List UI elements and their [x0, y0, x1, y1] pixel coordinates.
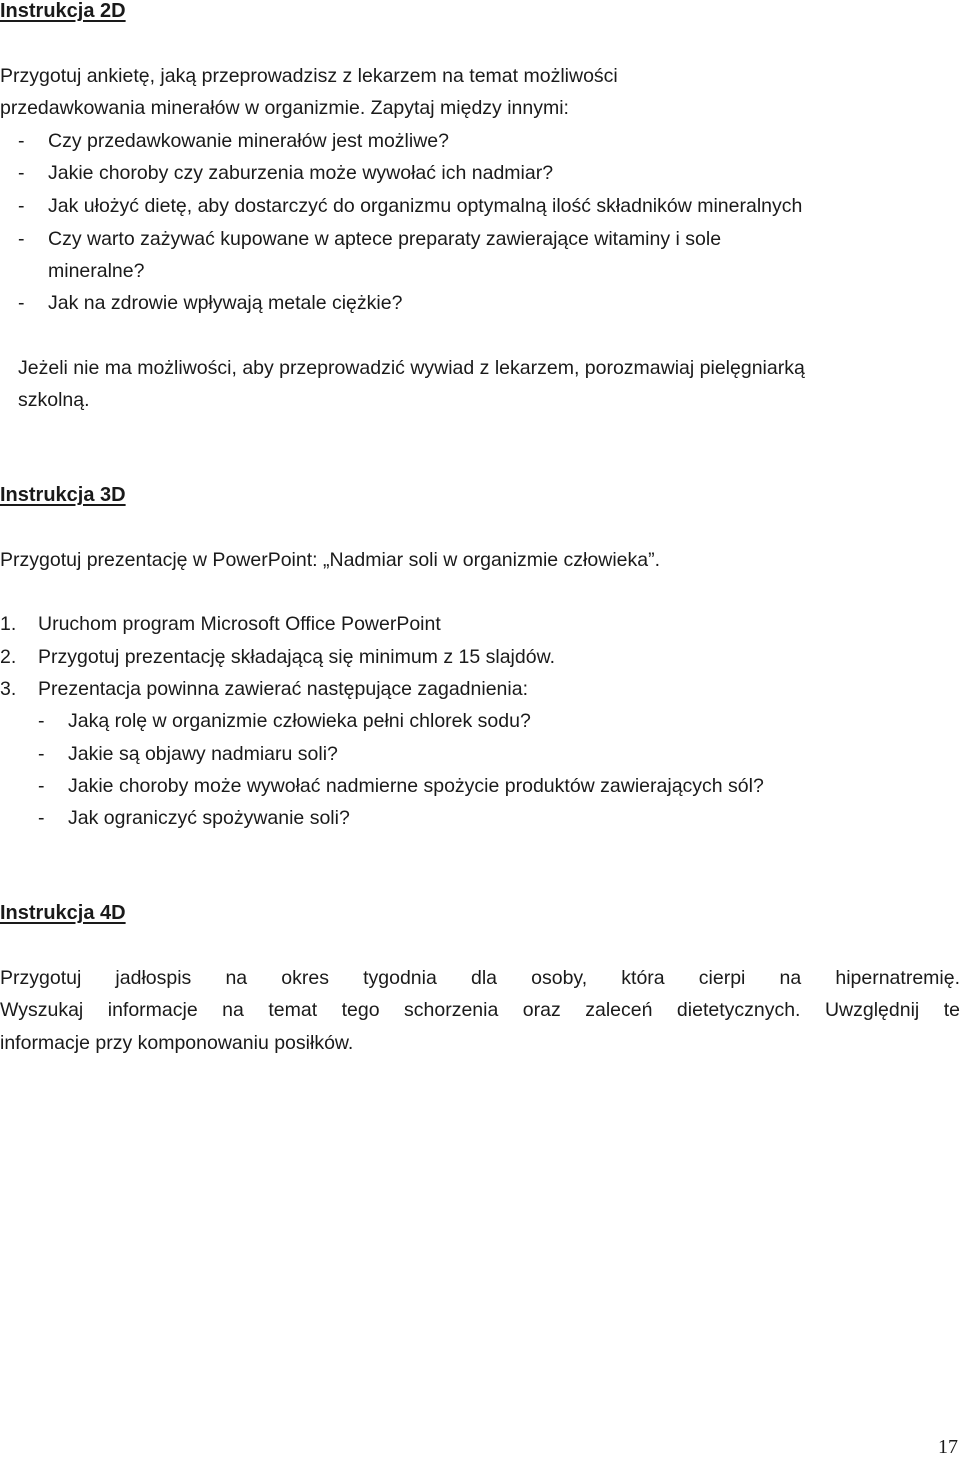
- step-number: 2.: [0, 646, 17, 668]
- bullet-dash: -: [38, 775, 45, 797]
- bullet-dash: -: [38, 807, 45, 829]
- section-2d-note-line-1: Jeżeli nie ma możliwości, aby przeprowadzić wywiad z lekarzem, porozmawiaj pielęgniarką: [18, 357, 805, 379]
- section-4d-line-1: Przygotuj jadłospis na okres tygodnia dla osoby, która cierpi na hipernatremię.: [0, 967, 960, 989]
- bullet-dash: -: [18, 292, 25, 314]
- topic-2: Jakie są objawy nadmiaru soli?: [68, 743, 338, 765]
- section-2d-intro-line-1: Przygotuj ankietę, jaką przeprowadzisz z lekarzem na temat możliwości: [0, 65, 618, 87]
- topic-3: Jakie choroby może wywołać nadmierne spożycie produktów zawierających sól?: [68, 775, 764, 797]
- section-2d-intro-line-2: przedawkowania minerałów w organizmie. Zapytaj między innymi:: [0, 97, 569, 119]
- topic-1: Jaką rolę w organizmie człowieka pełni chlorek sodu?: [68, 710, 531, 732]
- bullet-dash: -: [18, 195, 25, 217]
- bullet-dash: -: [18, 162, 25, 184]
- survey-question-4-continuation: mineralne?: [48, 260, 145, 282]
- page-number: 17: [938, 1436, 958, 1458]
- survey-question-5: Jak na zdrowie wpływają metale ciężkie?: [48, 292, 403, 314]
- survey-question-3: Jak ułożyć dietę, aby dostarczyć do organizmu optymalną ilość składników mineralnych: [48, 195, 803, 217]
- section-3d-intro: Przygotuj prezentację w PowerPoint: „Nadmiar soli w organizmie człowieka”.: [0, 549, 661, 571]
- section-4d-heading: Instrukcja 4D: [0, 902, 126, 924]
- bullet-dash: -: [18, 228, 25, 250]
- section-4d-line-3: informacje przy komponowaniu posiłków.: [0, 1032, 354, 1054]
- bullet-dash: -: [18, 130, 25, 152]
- step-number: 3.: [0, 678, 17, 700]
- step-3-text: Prezentacja powinna zawierać następujące zagadnienia:: [38, 678, 528, 700]
- step-1-text: Uruchom program Microsoft Office PowerPoint: [38, 613, 441, 635]
- section-3d-heading: Instrukcja 3D: [0, 484, 126, 506]
- step-2-text: Przygotuj prezentację składającą się minimum z 15 slajdów.: [38, 646, 555, 668]
- bullet-dash: -: [38, 710, 45, 732]
- section-4d-line-2: Wyszukaj informacje na temat tego schorzenia oraz zaleceń dietetycznych. Uwzględnij te: [0, 999, 960, 1021]
- survey-question-4: Czy warto zażywać kupowane w aptece preparaty zawierające witaminy i sole: [48, 228, 722, 250]
- survey-question-1: Czy przedawkowanie minerałów jest możliwe?: [48, 130, 449, 152]
- step-number: 1.: [0, 613, 17, 635]
- bullet-dash: -: [38, 743, 45, 765]
- section-2d-note-line-2: szkolną.: [18, 389, 90, 411]
- topic-4: Jak ograniczyć spożywanie soli?: [68, 807, 350, 829]
- section-2d-heading: Instrukcja 2D: [0, 0, 126, 22]
- survey-question-2: Jakie choroby czy zaburzenia może wywołać ich nadmiar?: [48, 162, 554, 184]
